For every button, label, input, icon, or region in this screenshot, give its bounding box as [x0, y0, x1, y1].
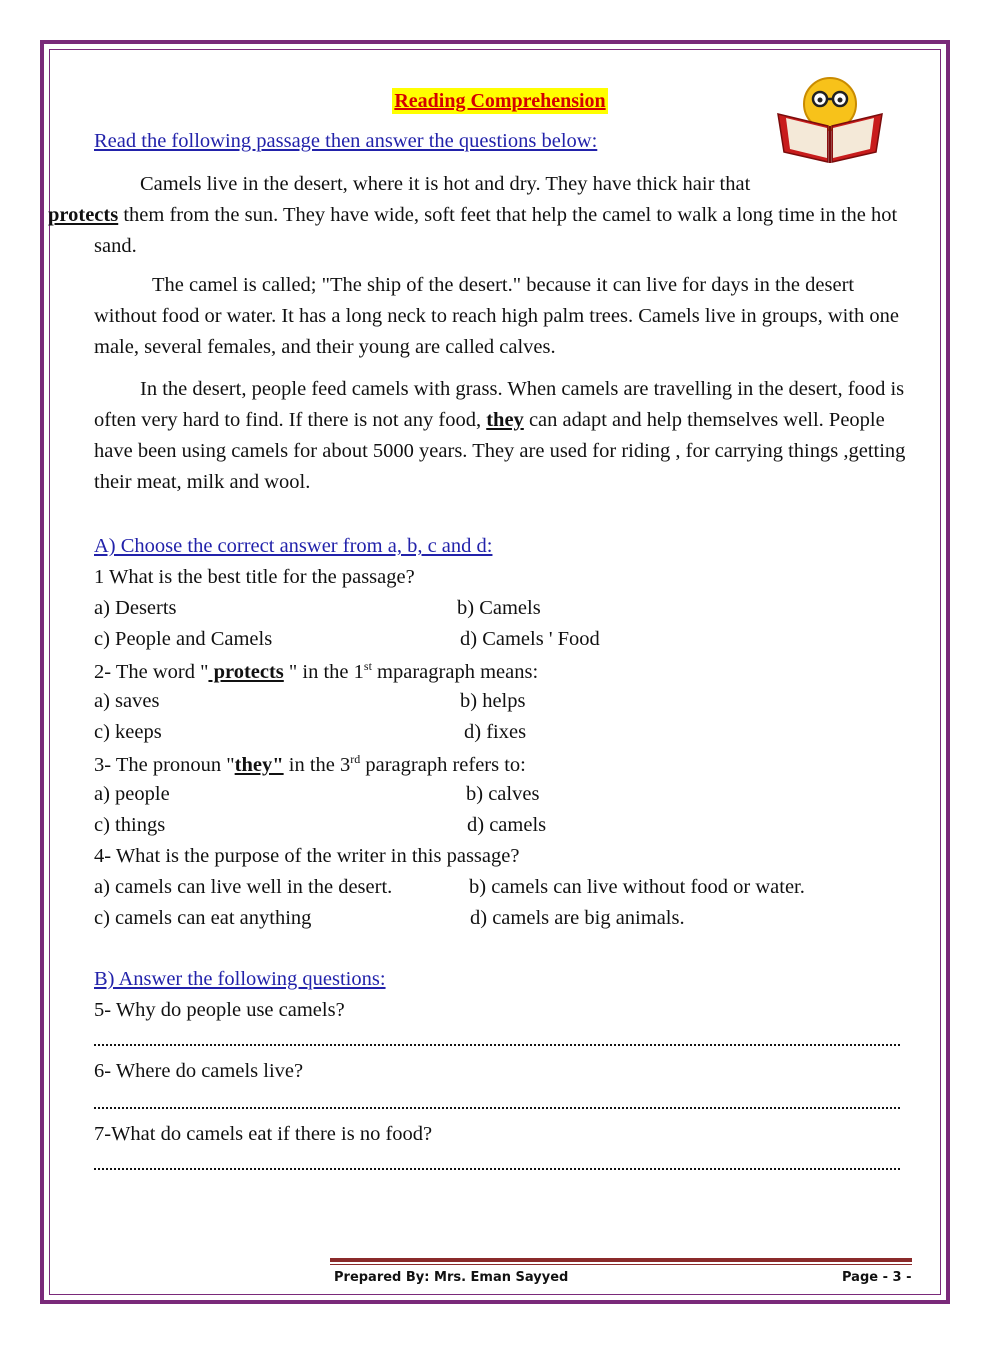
ordinal-suffix: rd [350, 752, 361, 766]
option-1b: b) Camels [457, 597, 541, 619]
passage-text: In the desert, people feed camels with grass. When camels are travelling in the desert, food is often very hard to find. If there is not any food, [94, 378, 905, 431]
smiley-reading-book-icon [770, 74, 890, 166]
footer-rule-thin [330, 1264, 912, 1265]
option-4c: c) camels can eat anything [94, 907, 312, 929]
question-5: 5- Why do people use camels? [94, 999, 345, 1021]
answer-line-7[interactable] [94, 1164, 900, 1170]
passage-paragraph-3 [94, 374, 906, 498]
keyword-they: they [486, 409, 524, 431]
keyword-protects: protects [48, 204, 119, 226]
option-2c: c) keeps [94, 721, 162, 743]
option-3d: d) camels [467, 814, 547, 836]
page-title: Reading Comprehension [394, 90, 606, 112]
footer-rule [330, 1258, 912, 1262]
question-text: 3- The pronoun " [94, 753, 235, 776]
passage-paragraph-2: The camel is called; "The ship of the desert." because it can live for days in the desert without food or water. It has a long neck to reach high palm trees. Camels live in groups, with one male, several females, and their young are called calves. [94, 274, 900, 358]
question-3 [94, 752, 526, 777]
option-4b: b) camels can live without food or water. [469, 876, 805, 898]
passage-text: Camels live in the desert, where it is hot and dry. They have thick hair that [140, 173, 751, 195]
question-1: 1 What is the best title for the passage? [94, 566, 415, 588]
option-3b: b) calves [466, 783, 540, 805]
answer-line-6[interactable] [94, 1103, 900, 1109]
option-3c: c) things [94, 814, 166, 836]
keyword-they: they" [234, 753, 284, 776]
option-3a: a) people [94, 783, 170, 805]
footer-page-number: Page - 3 - [842, 1270, 912, 1285]
ordinal-suffix: st [363, 659, 372, 673]
section-b-heading: B) Answer the following questions: [94, 968, 386, 990]
option-2d: d) fixes [464, 721, 527, 743]
option-4a: a) camels can live well in the desert. [94, 876, 393, 898]
question-2 [94, 659, 538, 684]
question-text: in the 3 [283, 753, 351, 776]
answer-line-5[interactable] [94, 1040, 900, 1046]
question-4: 4- What is the purpose of the writer in this passage? [94, 845, 520, 867]
footer-author: Prepared By: Mrs. Eman Sayyed [334, 1270, 569, 1285]
keyword-protects: protects [208, 660, 284, 683]
question-text: " in the 1 [283, 660, 364, 683]
question-text: paragraph refers to: [360, 753, 526, 776]
option-1a: a) Deserts [94, 597, 177, 619]
question-7: 7-What do camels eat if there is no food? [94, 1123, 433, 1145]
question-6: 6- Where do camels live? [94, 1060, 304, 1082]
option-4d: d) camels are big animals. [470, 907, 685, 929]
option-1d: d) Camels ' Food [460, 628, 600, 650]
option-2b: b) helps [460, 690, 526, 712]
option-1c: c) People and Camels [94, 628, 273, 650]
passage-text: them from the sun. They have wide, soft feet that help the camel to walk a long time in the hot sand. [94, 204, 898, 257]
question-text: 2- The word " [94, 660, 209, 683]
question-text: mparagraph means: [371, 660, 539, 683]
passage-text: can adapt and help themselves well. People have been using camels for about 5000 years. They are used for riding , for carrying things ,getting their meat, milk and wool. [94, 409, 906, 493]
passage-paragraph-1 [48, 169, 906, 262]
instructions: Read the following passage then answer the questions below: [94, 130, 598, 152]
section-a-heading: A) Choose the correct answer from a, b, c and d: [94, 535, 493, 557]
option-2a: a) saves [94, 690, 160, 712]
